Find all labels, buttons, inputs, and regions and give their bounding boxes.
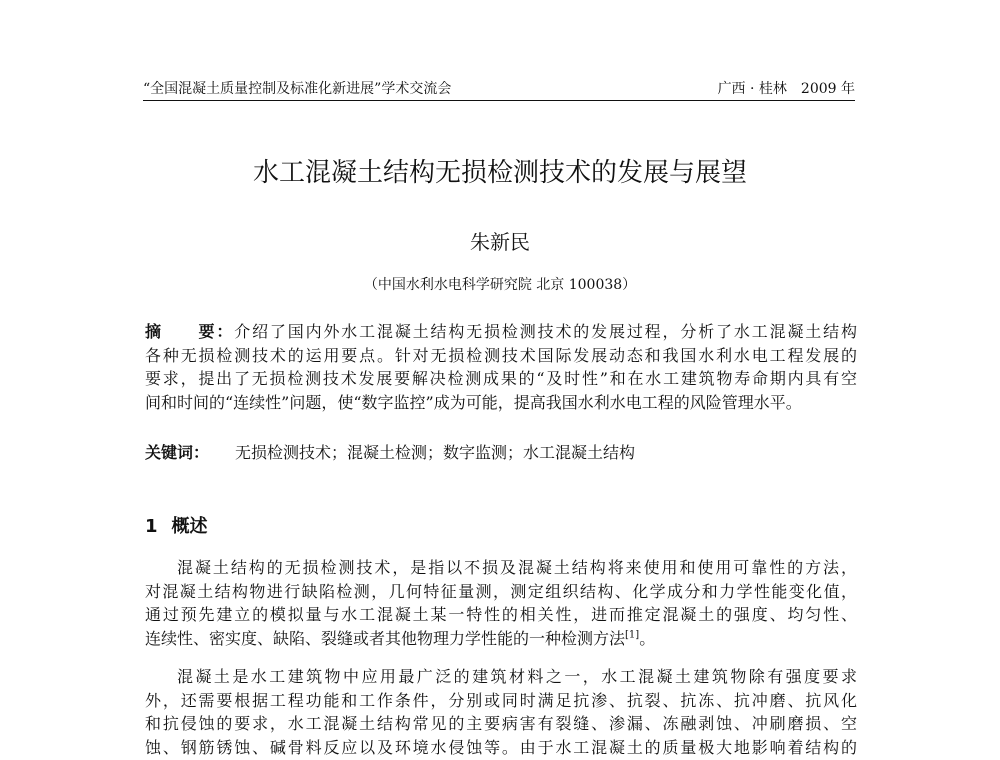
abstract-label: 摘 要： — [145, 322, 235, 341]
paragraph-2 — [145, 665, 857, 759]
paragraph-line: 蚀、钢筋锈蚀、碱骨料反应以及环境水侵蚀等。由于水工混凝土的质量极大地影响着结构的 — [145, 737, 857, 757]
abstract — [145, 320, 857, 414]
abstract-line: 间和时间的“连续性”问题，使“数字监控”成为可能，提高我国水利水电工程的风险管理水平。 — [145, 392, 802, 412]
paragraph-line: 和抗侵蚀的要求，水工混凝土结构常见的主要病害有裂缝、渗漏、冻融剥蚀、冲刷磨损、空 — [145, 714, 857, 734]
paragraph-end: 。 — [639, 628, 656, 648]
section-number: 1 — [145, 516, 158, 537]
paragraph-line — [145, 627, 857, 651]
keywords — [145, 441, 857, 465]
abstract-text: 介绍了国内外水工混凝土结构无损检测技术的发展过程，分析了水工混凝土结构 — [234, 322, 857, 341]
paragraph-line: 混凝土是水工建筑物中应用最广泛的建筑材料之一，水工混凝土建筑物除有强度要求 — [177, 667, 857, 686]
running-header — [143, 78, 855, 101]
paragraph-text: 连续性、密实度、缺陷、裂缝或者其他物理力学性能的一种检测方法 — [145, 628, 626, 648]
conference-name: “全国混凝土质量控制及标准化新进展”学术交流会 — [143, 81, 452, 97]
abstract-line: 要求，提出了无损检测技术发展要解决检测成果的“及时性”和在水工建筑物寿命期内具有空 — [145, 369, 857, 389]
abstract-line — [145, 320, 857, 344]
section-heading — [145, 512, 208, 538]
paragraph-line: 混凝土结构的无损检测技术，是指以不损及混凝土结构将来使用和使用可靠性的方法， — [177, 558, 857, 577]
paragraph-line: 通过预先建立的模拟量与水工混凝土某一特性的相关性，进而推定混凝土的强度、均匀性、 — [145, 605, 857, 625]
paper-title: 水工混凝土结构无损检测技术的发展与展望 — [252, 158, 747, 188]
keywords-text: 无损检测技术；混凝土检测；数字监测；水工混凝土结构 — [235, 443, 636, 462]
keywords-label: 关键词： — [145, 443, 210, 462]
abstract-line: 各种无损检测技术的运用要点。针对无损检测技术国际发展动态和我国水利水电工程发展的 — [145, 345, 857, 365]
author: 朱新民 — [470, 230, 530, 254]
paragraph-1 — [145, 556, 857, 650]
citation-ref[interactable]: [1] — [625, 629, 640, 641]
affiliation: （中国水利水电科学研究院 北京 100038） — [363, 277, 637, 293]
location-year: 广西 · 桂林 2009 年 — [717, 81, 855, 97]
paragraph-line: 外，还需要根据工程功能和工作条件，分别或同时满足抗渗、抗裂、抗冻、抗冲磨、抗风化 — [145, 690, 857, 710]
paragraph-line: 对混凝土结构物进行缺陷检测，几何特征量测，测定组织结构、化学成分和力学性能变化值， — [145, 581, 857, 601]
section-title: 概述 — [171, 516, 208, 537]
